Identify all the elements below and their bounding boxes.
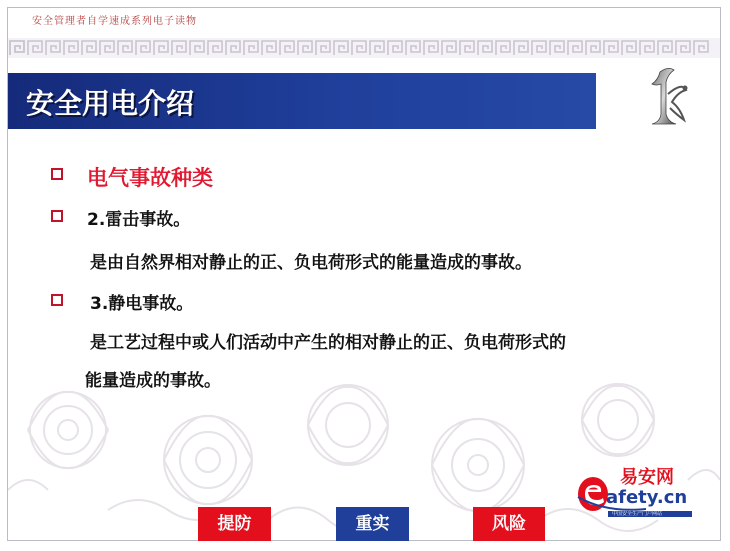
nav-button-guard[interactable]: 提防 xyxy=(198,507,271,541)
bullet-square-icon xyxy=(51,210,63,222)
meander-border xyxy=(8,38,720,58)
title-bar xyxy=(8,73,596,129)
logo-brand-en: afety.cn xyxy=(606,487,688,508)
item-title-lightning: 2.雷击事故。 xyxy=(87,210,191,230)
logo-brand-cn: 易安网 xyxy=(620,467,674,488)
safety-cn-logo xyxy=(576,461,694,517)
nav-button-risk[interactable]: 风险 xyxy=(473,507,545,541)
slide-title: 安全用电介绍 xyxy=(26,87,195,120)
item-description-static-line2: 能量造成的事故。 xyxy=(85,371,221,391)
bullet-square-icon xyxy=(51,168,63,180)
nav-button-emphasize[interactable]: 重实 xyxy=(336,507,409,541)
series-title: 安全管理者自学速成系列电子读物 xyxy=(32,16,197,27)
ornament-icon xyxy=(638,64,690,130)
logo-tagline: 中国安全生产门户网站 xyxy=(612,511,663,517)
item-description-static-line1: 是工艺过程中或人们活动中产生的相对静止的正、负电荷形式的 xyxy=(90,333,566,353)
bullet-square-icon xyxy=(51,294,63,306)
item-description-lightning: 是由自然界相对静止的正、负电荷形式的能量造成的事故。 xyxy=(90,253,532,273)
section-heading: 电气事故种类 xyxy=(87,166,213,190)
item-title-static: 3.静电事故。 xyxy=(90,294,194,314)
